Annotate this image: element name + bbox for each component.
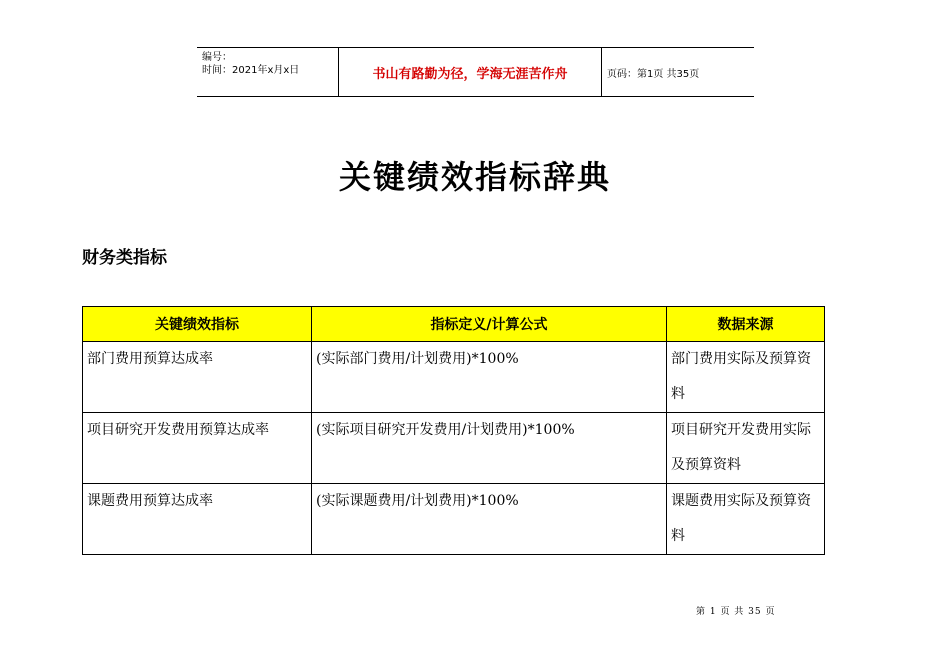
cell-data-source: 项目研究开发费用实际及预算资料 xyxy=(667,413,825,484)
cell-data-source: 课题费用实际及预算资料 xyxy=(667,484,825,555)
header-motto: 书山有路勤为径，学海无涯苦作舟 xyxy=(339,48,602,96)
page-footer: 第 1 页 共 35 页 xyxy=(696,607,776,617)
header-number-label: 编号： xyxy=(202,52,232,63)
page-header xyxy=(197,47,754,97)
table-header-row xyxy=(83,307,825,342)
cell-formula: (实际部门费用/计划费用)*100% xyxy=(312,342,667,413)
table-row xyxy=(83,342,825,413)
cell-kpi-name: 项目研究开发费用预算达成率 xyxy=(83,413,312,484)
kpi-table xyxy=(82,306,825,555)
cell-formula: (实际课题费用/计划费用)*100% xyxy=(312,484,667,555)
column-header-formula: 指标定义/计算公式 xyxy=(312,307,667,342)
header-time-label: 时间：2021年x月x日 xyxy=(202,65,300,76)
cell-data-source: 部门费用实际及预算资料 xyxy=(667,342,825,413)
column-header-source: 数据来源 xyxy=(667,307,825,342)
section-title: 财务类指标 xyxy=(82,248,167,268)
document-title: 关键绩效指标辞典 xyxy=(338,158,611,196)
table-row xyxy=(83,413,825,484)
cell-kpi-name: 部门费用预算达成率 xyxy=(83,342,312,413)
header-meta xyxy=(197,48,339,96)
column-header-kpi: 关键绩效指标 xyxy=(83,307,312,342)
header-page-code: 页码：第1页 共35页 xyxy=(607,68,700,80)
cell-kpi-name: 课题费用预算达成率 xyxy=(83,484,312,555)
table-row xyxy=(83,484,825,555)
cell-formula: (实际项目研究开发费用/计划费用)*100% xyxy=(312,413,667,484)
